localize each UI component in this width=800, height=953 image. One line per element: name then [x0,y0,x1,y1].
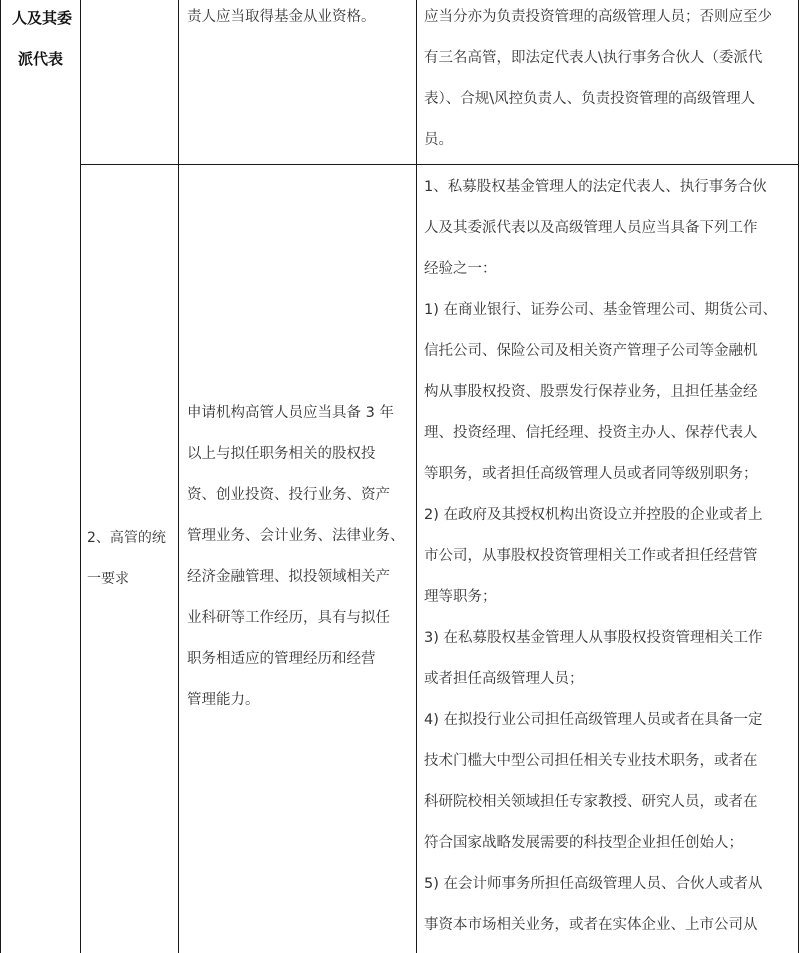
row-top-col3 [187,0,376,38]
cell-line: 申请机构高管人员应当具备 3 年 [187,405,394,421]
row-main-col3 [187,393,405,721]
cell-line: 经验之一： [424,261,497,277]
cell-line: 有三名高管，即法定代表人\执行事务合伙人（委派代 [424,50,763,66]
cell-line: 一要求 [87,571,129,587]
cell-line: 技术门槛大中型公司担任相关专业技术职务，或者在 [424,753,758,769]
cell-line: 科研院校相关领域担任专家教授、研究人员，或者在 [424,794,758,810]
cell-line: 1、私募股权基金管理人的法定代表人、执行事务合伙 [424,179,767,195]
cell-line: 管理能力。 [187,692,260,708]
cell-line: 市公司，从事股权投资管理相关工作或者担任经营管 [424,548,758,564]
row-main-col4 [424,167,777,946]
cell-line: 以上与拟任职务相关的股权投 [187,446,376,462]
table-border-col2 [178,0,179,953]
cell-line: 4) 在拟投行业公司担任高级管理人员或者在具备一定 [424,712,763,728]
table-border-col1 [80,0,81,953]
cell-line: 信托公司、保险公司及相关资产管理子公司等金融机 [424,343,758,359]
cell-line: 等职务，或者担任高级管理人员或者同等级别职务； [424,466,758,482]
cell-line: 3) 在私募股权基金管理人从事股权投资管理相关工作 [424,630,763,646]
cell-line: 责人应当取得基金从业资格。 [187,9,376,25]
cell-line: 人及其委 [12,9,73,27]
cell-line: 职务相适应的管理经历和经营 [187,651,376,667]
cell-line: 或者担任高级管理人员； [424,671,584,687]
cell-line: 资、创业投资、投行业务、资产 [187,487,390,503]
cell-line: 经济金融管理、拟投领域相关产 [187,569,390,585]
cell-line: 理、投资经理、信托经理、投资主办人、保荐代表人 [424,425,758,441]
cell-line: 应当分亦为负责投资管理的高级管理人员；否则应至少 [424,9,772,25]
cell-line: 2、高管的统 [87,530,166,546]
cell-line: 派代表 [18,50,64,68]
cell-line: 2) 在政府及其授权机构出资设立并控股的企业或者上 [424,507,763,523]
table-row-divider [80,164,799,165]
cell-line: 构从事股权投资、股票发行保荐业务，且担任基金经 [424,384,758,400]
cell-line: 管理业务、会计业务、法律业务、 [187,528,405,544]
row-main-col2 [87,518,166,600]
cell-line: 人及其委派代表以及高级管理人员应当具备下列工作 [424,220,758,236]
cell-line: 表）、合规\风控负责人、负责投资管理的高级管理人 [424,91,756,107]
cell-line: 业科研等工作经历，具有与拟任 [187,610,390,626]
row-top-col1 [12,0,72,80]
cell-line: 1) 在商业银行、证券公司、基金管理公司、期货公司、 [424,302,777,318]
table-border-col3 [416,0,417,953]
table-border-right [798,0,799,953]
cell-line: 员。 [424,132,453,148]
cell-line: 符合国家战略发展需要的科技型企业担任创始人； [424,835,743,851]
cell-line: 5) 在会计师事务所担任高级管理人员、合伙人或者从 [424,876,763,892]
cell-line: 事资本市场相关业务，或者在实体企业、上市公司从 [424,917,758,933]
table-border-left [0,0,1,953]
row-top-col4 [424,0,772,161]
cell-line: 理等职务； [424,589,497,605]
